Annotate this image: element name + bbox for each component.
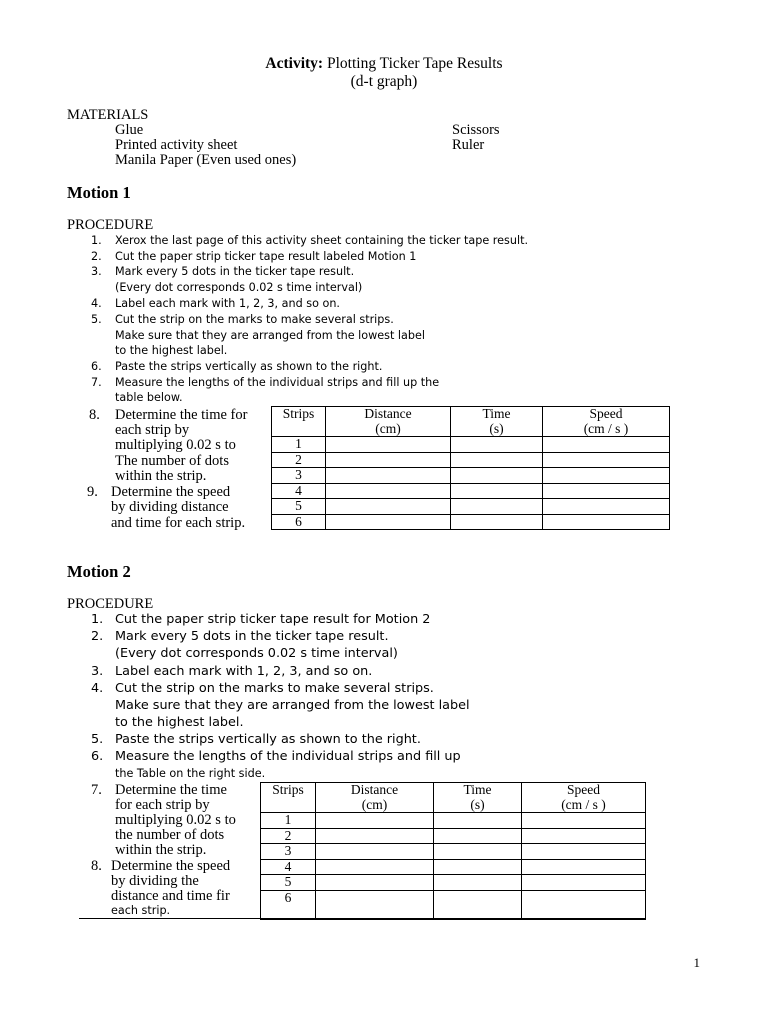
step-number: 2. xyxy=(91,250,102,263)
col-header-speed: Speed (cm / s ) xyxy=(522,783,646,813)
distance-cell[interactable] xyxy=(326,468,451,484)
step-text: by dividing the xyxy=(111,873,199,889)
speed-cell[interactable] xyxy=(543,514,670,530)
time-cell[interactable] xyxy=(451,437,543,453)
table-row xyxy=(272,452,670,468)
distance-cell[interactable] xyxy=(316,859,434,875)
col-header-time: Time (s) xyxy=(451,407,543,437)
distance-cell[interactable] xyxy=(316,813,434,829)
document-title: Activity: Plotting Ticker Tape Results xyxy=(265,55,503,72)
distance-cell[interactable] xyxy=(326,499,451,515)
speed-cell[interactable] xyxy=(522,890,646,919)
step-text: (Every dot corresponds 0.02 s time interval) xyxy=(115,646,398,661)
step-number: 5. xyxy=(91,732,104,747)
time-cell[interactable] xyxy=(434,890,522,919)
step-text: to the highest label. xyxy=(115,344,228,357)
distance-cell[interactable] xyxy=(316,875,434,891)
step-text: Mark every 5 dots in the ticker tape result. xyxy=(115,629,389,644)
step-text: distance and time fir xyxy=(111,888,230,904)
table-row xyxy=(261,828,646,844)
distance-cell[interactable] xyxy=(316,828,434,844)
distance-cell[interactable] xyxy=(326,483,451,499)
strip-number: 1 xyxy=(272,437,326,453)
strip-number: 6 xyxy=(261,890,316,919)
step-text: Cut the strip on the marks to make several strips. xyxy=(115,681,434,696)
speed-cell[interactable] xyxy=(543,468,670,484)
distance-cell[interactable] xyxy=(316,890,434,919)
distance-cell[interactable] xyxy=(326,437,451,453)
motion1-procedure-heading: PROCEDURE xyxy=(67,217,154,233)
table-header-row xyxy=(272,407,670,437)
step-text: each strip by xyxy=(115,422,190,438)
table-row xyxy=(261,890,646,919)
step-number: 9. xyxy=(87,484,98,500)
step-text: Label each mark with 1, 2, 3, and so on. xyxy=(115,664,373,679)
material-item: Ruler xyxy=(452,137,485,153)
speed-cell[interactable] xyxy=(522,875,646,891)
speed-cell[interactable] xyxy=(543,483,670,499)
table-row xyxy=(272,483,670,499)
step-number: 5. xyxy=(91,313,102,326)
speed-cell[interactable] xyxy=(522,859,646,875)
time-cell[interactable] xyxy=(434,859,522,875)
step-number: 4. xyxy=(91,681,104,696)
step-number: 8. xyxy=(89,407,100,423)
material-item: Scissors xyxy=(452,122,500,138)
step-number: 3. xyxy=(91,664,104,679)
step-text: Mark every 5 dots in the ticker tape result. xyxy=(115,265,355,278)
step-text: Label each mark with 1, 2, 3, and so on. xyxy=(115,297,340,310)
step-number: 1. xyxy=(91,234,102,247)
speed-cell[interactable] xyxy=(522,844,646,860)
step-number: 4. xyxy=(91,297,102,310)
step-text: Make sure that they are arranged from the lowest label xyxy=(115,329,425,342)
step-number: 8. xyxy=(91,858,102,874)
time-cell[interactable] xyxy=(451,468,543,484)
step-text: and time for each strip. xyxy=(111,515,246,531)
material-item: Glue xyxy=(115,122,144,138)
page-number: 1 xyxy=(693,955,700,970)
step-text: Measure the lengths of the individual strips and fill up the xyxy=(115,376,440,389)
step-text: Paste the strips vertically as shown to the right. xyxy=(115,732,421,747)
motion2-heading: Motion 2 xyxy=(67,562,131,581)
step-number: 7. xyxy=(91,376,102,389)
time-cell[interactable] xyxy=(434,828,522,844)
motion1-heading: Motion 1 xyxy=(67,183,131,202)
step-text: Cut the paper strip ticker tape result for Motion 2 xyxy=(115,612,431,627)
time-cell[interactable] xyxy=(451,514,543,530)
strip-number: 3 xyxy=(272,468,326,484)
strip-number: 1 xyxy=(261,813,316,829)
strip-number: 5 xyxy=(272,499,326,515)
strip-number: 5 xyxy=(261,875,316,891)
table-row xyxy=(261,844,646,860)
speed-cell[interactable] xyxy=(543,437,670,453)
step-text: within the strip. xyxy=(115,842,207,858)
strip-number: 2 xyxy=(261,828,316,844)
step-text: each strip. xyxy=(111,904,171,917)
time-cell[interactable] xyxy=(451,499,543,515)
step-text: Measure the lengths of the individual strips and fill up xyxy=(115,749,461,764)
distance-cell[interactable] xyxy=(316,844,434,860)
step-number: 2. xyxy=(91,629,104,644)
time-cell[interactable] xyxy=(451,483,543,499)
strip-number: 6 xyxy=(272,514,326,530)
strip-number: 4 xyxy=(272,483,326,499)
step-text: within the strip. xyxy=(115,468,207,484)
col-header-speed: Speed (cm / s ) xyxy=(543,407,670,437)
step-text: table below. xyxy=(115,391,183,404)
motion2-procedure-heading: PROCEDURE xyxy=(67,596,154,612)
strip-number: 3 xyxy=(261,844,316,860)
table-row xyxy=(261,859,646,875)
table-row xyxy=(272,499,670,515)
speed-cell[interactable] xyxy=(522,813,646,829)
table-row xyxy=(261,813,646,829)
step-text: the Table on the right side. xyxy=(115,767,266,780)
step-text: Make sure that they are arranged from the lowest label xyxy=(115,698,470,713)
speed-cell[interactable] xyxy=(522,828,646,844)
col-header-distance: Distance (cm) xyxy=(326,407,451,437)
step-text: (Every dot corresponds 0.02 s time interval) xyxy=(115,281,363,294)
distance-cell[interactable] xyxy=(326,452,451,468)
col-header-strips: Strips xyxy=(272,407,326,437)
table-row xyxy=(261,875,646,891)
motion2-results-table xyxy=(260,782,646,920)
time-cell[interactable] xyxy=(434,844,522,860)
step-text: Determine the speed xyxy=(111,484,231,500)
motion1-results-table xyxy=(271,406,670,530)
step-text: Determine the time for xyxy=(115,407,248,423)
col-header-distance: Distance (cm) xyxy=(316,783,434,813)
step-text: Paste the strips vertically as shown to the right. xyxy=(115,360,383,373)
step-text: Cut the paper strip ticker tape result labeled Motion 1 xyxy=(115,250,417,263)
strip-number: 4 xyxy=(261,859,316,875)
table-row xyxy=(272,437,670,453)
step-number: 7. xyxy=(91,782,102,798)
step-number: 1. xyxy=(91,612,104,627)
step-text: for each strip by xyxy=(115,797,210,813)
step-number: 6. xyxy=(91,360,102,373)
col-header-strips: Strips xyxy=(261,783,316,813)
step-text: Cut the strip on the marks to make several strips. xyxy=(115,313,394,326)
step-text: the number of dots xyxy=(115,827,225,843)
table-row xyxy=(272,514,670,530)
distance-cell[interactable] xyxy=(326,514,451,530)
step-number: 3. xyxy=(91,265,102,278)
time-cell[interactable] xyxy=(434,875,522,891)
table-header-row xyxy=(261,783,646,813)
step-text: Xerox the last page of this activity sheet containing the ticker tape result. xyxy=(115,234,529,247)
speed-cell[interactable] xyxy=(543,452,670,468)
speed-cell[interactable] xyxy=(543,499,670,515)
document-subtitle: (d-t graph) xyxy=(350,73,418,90)
step-text: Determine the time xyxy=(115,782,227,798)
step-text: to the highest label. xyxy=(115,715,244,730)
step-text: multiplying 0.02 s to xyxy=(115,437,236,453)
step-text: Determine the speed xyxy=(111,858,231,874)
step-text: by dividing distance xyxy=(111,499,229,515)
step-text: The number of dots xyxy=(115,453,229,469)
materials-heading: MATERIALS xyxy=(67,107,149,123)
material-item: Printed activity sheet xyxy=(115,137,238,153)
material-item: Manila Paper (Even used ones) xyxy=(115,152,297,168)
table-row xyxy=(272,468,670,484)
bottom-rule xyxy=(79,918,646,919)
step-number: 6. xyxy=(91,749,104,764)
time-cell[interactable] xyxy=(451,452,543,468)
step-text: multiplying 0.02 s to xyxy=(115,812,236,828)
time-cell[interactable] xyxy=(434,813,522,829)
strip-number: 2 xyxy=(272,452,326,468)
col-header-time: Time (s) xyxy=(434,783,522,813)
